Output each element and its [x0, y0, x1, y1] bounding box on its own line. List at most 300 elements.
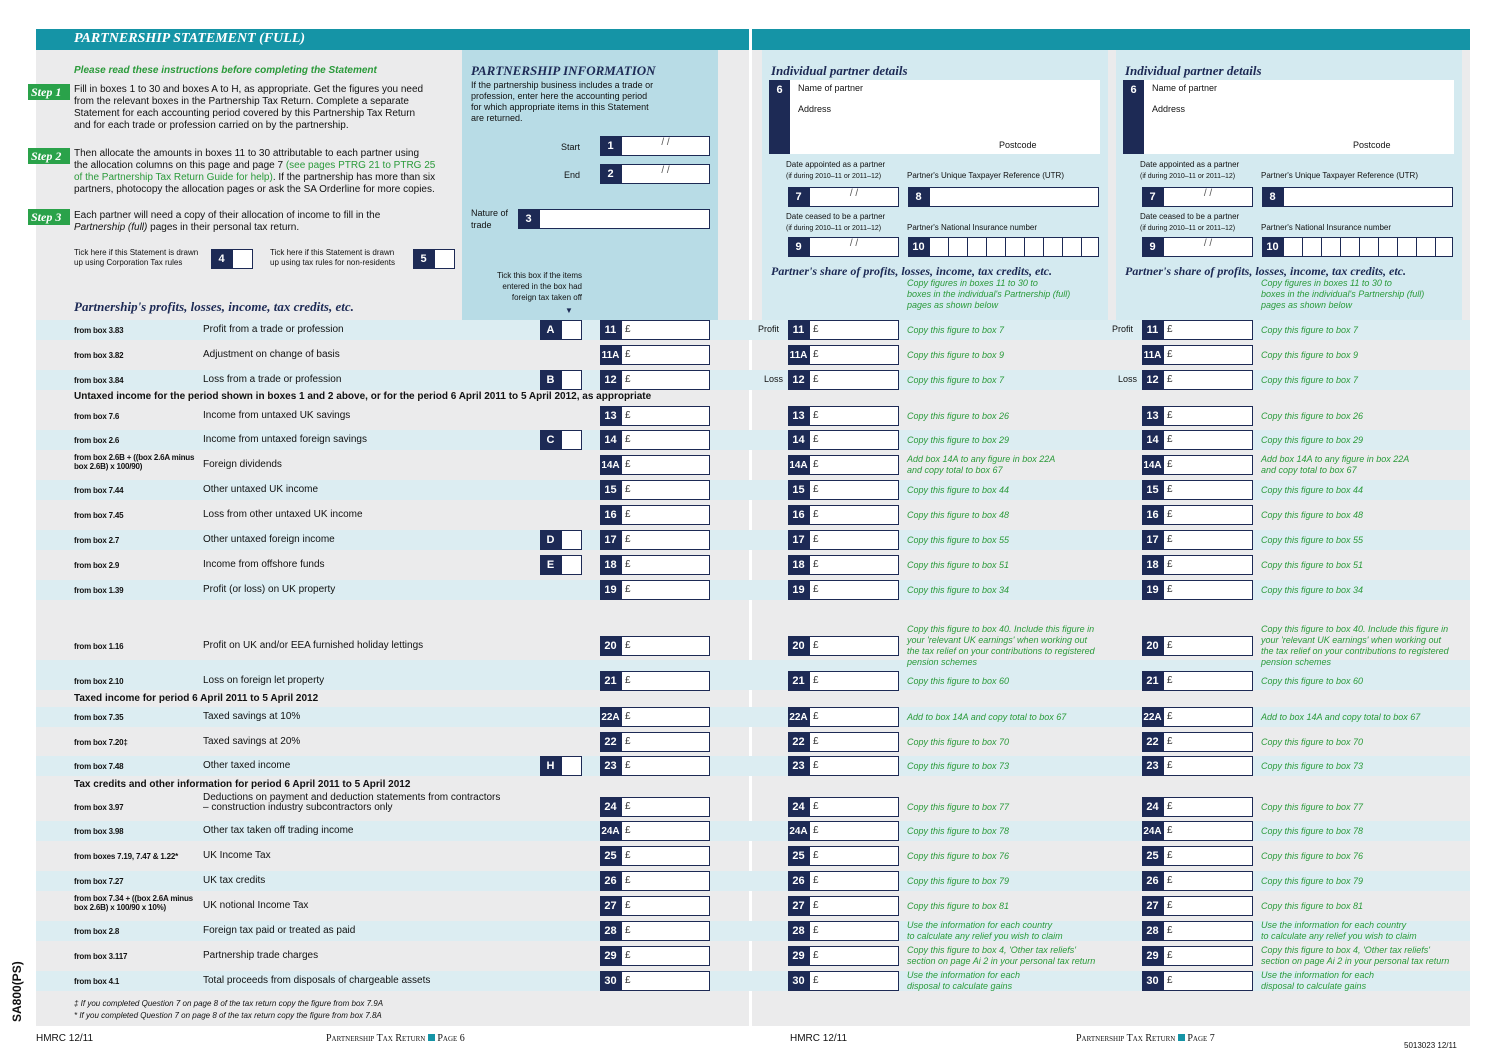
loss-label: Loss [1118, 374, 1138, 384]
partner-2-box-14A-field[interactable]: £ [1163, 455, 1253, 475]
copy-instruction [1261, 535, 1461, 546]
box-14-amount-field[interactable]: £ [621, 430, 710, 450]
copy-instruction [907, 510, 1107, 521]
utr-label: Partner's Unique Taxpayer Reference (UTR) [1261, 171, 1418, 180]
row-description: Other untaxed UK income [203, 484, 319, 495]
partner-1-box-26-number: 26 [788, 871, 809, 891]
partner-2-box-25-number: 25 [1142, 846, 1163, 866]
box-20-amount-field[interactable]: £ [621, 636, 710, 656]
copy-line: Copy this figure to box 9 [907, 349, 1005, 360]
partner-1-box-16-field[interactable]: £ [809, 505, 899, 525]
box-19-amount-field[interactable]: £ [621, 580, 710, 600]
copy-instruction [1261, 826, 1461, 837]
copy-instruction [1261, 876, 1461, 887]
footer-right-code: HMRC 12/11 [790, 1033, 848, 1044]
ceased-label [786, 211, 885, 235]
partner-1-box-25-field[interactable]: £ [809, 846, 899, 866]
tick4-label [74, 248, 198, 268]
note-line: Copy figures in boxes 11 to 30 to [907, 278, 1038, 288]
partner-2-box-16-field[interactable]: £ [1163, 505, 1253, 525]
copy-line: the tax relief on your contributions to registered [1261, 646, 1449, 656]
copy-line: Use the information for each [907, 970, 1021, 980]
nino-label: Partner's National Insurance number [1261, 223, 1392, 232]
from-box-ref: from box 2.6 [74, 436, 120, 445]
step3-line: Each partner will need a copy of their allocation of income to fill in the [74, 210, 381, 221]
partner-1-box-16-number: 16 [788, 505, 809, 525]
box-letter: A [540, 320, 561, 340]
partner-2-box-23-field[interactable]: £ [1163, 756, 1253, 776]
foreign-tax-box-E[interactable] [540, 555, 582, 575]
copy-instruction [1261, 411, 1461, 422]
copy-instruction [907, 761, 1107, 772]
row-description: Adjustment on change of basis [203, 349, 340, 360]
step3-text-part: pages in their personal tax return. [147, 222, 300, 233]
partner-2-box-11A-number: 11A [1142, 345, 1163, 365]
copy-line: Copy this figure to box 44 [1261, 484, 1364, 495]
copy-line: Copy this figure to box 81 [1261, 900, 1364, 911]
partner-2-box-16-number: 16 [1142, 505, 1163, 525]
postcode-label: Postcode [1353, 140, 1391, 150]
from-box-ref: from box 3.97 [74, 803, 124, 812]
partner-1-box-11A-number: 11A [788, 345, 809, 365]
box-25-number: 25 [600, 846, 621, 866]
box-16-amount-field[interactable]: £ [621, 505, 710, 525]
partner-1-box-18-number: 18 [788, 555, 809, 575]
partner-2-box-30-number: 30 [1142, 971, 1163, 991]
partner-1-box-21-number: 21 [788, 671, 809, 691]
box-28-amount-field[interactable]: £ [621, 921, 710, 941]
box-3-number: 3 [518, 209, 539, 229]
tick-box-5[interactable] [413, 249, 455, 269]
partner-1-box-24A-field[interactable]: £ [809, 821, 899, 841]
partner-1-box-14-field[interactable]: £ [809, 430, 899, 450]
partner-1-box-11A-field[interactable]: £ [809, 345, 899, 365]
box-30-number: 30 [600, 971, 621, 991]
label-line: (if during 2010–11 or 2011–12) [1140, 173, 1236, 180]
partner-2-box-11A-field[interactable]: £ [1163, 345, 1253, 365]
copy-line: Copy this figure to box 7 [907, 374, 1005, 385]
footer-page-title: Partnership Tax Return [1076, 1033, 1176, 1044]
copy-instruction [907, 560, 1107, 571]
partner-1-box-27-field[interactable]: £ [809, 896, 899, 916]
from-box-ref: from box 7.44 [74, 486, 124, 495]
copy-line: Copy this figure to box 51 [907, 559, 1010, 570]
copy-line: Copy this figure to box 60 [1261, 675, 1364, 686]
foreign-tax-tick-label [472, 270, 582, 303]
square-icon [428, 1034, 435, 1041]
foreign-tax-box-D[interactable] [540, 530, 582, 550]
label-line: (if during 2010–11 or 2011–12) [1140, 225, 1236, 232]
foreign-tax-box-B[interactable] [540, 370, 582, 390]
copy-instruction [907, 624, 1107, 668]
partner-1-box-22A-number: 22A [788, 707, 809, 727]
partner-1-box-8-number: 8 [908, 187, 929, 207]
copy-instruction [907, 802, 1107, 813]
partner-2-box-19-number: 19 [1142, 580, 1163, 600]
copy-instruction [907, 737, 1107, 748]
copy-line: pension schemes [1261, 657, 1332, 667]
checkbox[interactable] [561, 430, 582, 450]
nino-field[interactable] [929, 237, 1099, 257]
row-description: Other untaxed foreign income [203, 534, 335, 545]
box-22A-amount-field[interactable]: £ [621, 707, 710, 727]
copy-line: Add to box 14A and copy total to box 67 [1261, 711, 1421, 722]
checkbox[interactable] [561, 555, 582, 575]
box-24A-number: 24A [600, 821, 621, 841]
copy-line: Copy this figure to box 9 [1261, 349, 1359, 360]
copy-line: Copy this figure to box 4, 'Other tax reliefs' [907, 945, 1077, 955]
partner-2-box-13-field[interactable]: £ [1163, 406, 1253, 426]
note-line: boxes in the individual's Partnership (full) [1261, 289, 1425, 299]
copy-instruction [1261, 560, 1461, 571]
row-description [203, 793, 500, 813]
row-description: Taxed savings at 20% [203, 736, 301, 747]
partner-2-box-9-number: 9 [1142, 237, 1163, 257]
partner-2-box-30-field[interactable]: £ [1163, 971, 1253, 991]
copy-line: the tax relief on your contributions to registered [907, 646, 1095, 656]
row-description: Loss from other untaxed UK income [203, 509, 363, 520]
box-letter: E [540, 555, 561, 575]
partner-2-box-26-field[interactable]: £ [1163, 871, 1253, 891]
row-description: UK notional Income Tax [203, 900, 309, 911]
partner-2-box-8-number: 8 [1262, 187, 1283, 207]
copy-instruction [1261, 325, 1461, 336]
copy-instruction [907, 535, 1107, 546]
partner-2-box-13-number: 13 [1142, 406, 1163, 426]
box-18-number: 18 [600, 555, 621, 575]
partner-1-box-21-field[interactable]: £ [809, 671, 899, 691]
box-13-number: 13 [600, 406, 621, 426]
copy-line: Copy this figure to box 34 [1261, 584, 1364, 595]
box-15-amount-field[interactable]: £ [621, 480, 710, 500]
box-14A-amount-field[interactable]: £ [621, 455, 710, 475]
partner-1-box-30-field[interactable]: £ [809, 971, 899, 991]
note-line: Copy figures in boxes 11 to 30 to [1261, 278, 1392, 288]
step1-line: from the relevant boxes in the Partnership Tax Return. Complete a separate [74, 96, 409, 107]
from-box-ref: from box 2.10 [74, 677, 124, 686]
from-box-ref: from box 1.39 [74, 586, 124, 595]
partner-1-box-12-field[interactable]: £ [809, 370, 899, 390]
copy-line: Copy this figure to box 77 [1261, 801, 1364, 812]
partner-1-box-19-field[interactable]: £ [809, 580, 899, 600]
partner-1-box-22A-field[interactable]: £ [809, 707, 899, 727]
start-label: Start [561, 142, 581, 152]
box-letter: C [540, 430, 561, 450]
copy-line: Copy this figure to box 40. Include this figure in [907, 624, 1095, 634]
partner-2-box-17-number: 17 [1142, 530, 1163, 550]
checkbox[interactable] [561, 756, 582, 776]
from-box-ref: from box 3.83 [74, 326, 124, 335]
box-24-amount-field[interactable]: £ [621, 797, 710, 817]
step3-italic: Partnership (full) [74, 222, 148, 233]
partnership-info-text [471, 80, 653, 124]
partner-1-box-24-field[interactable]: £ [809, 797, 899, 817]
checkbox[interactable] [561, 530, 582, 550]
partner-2-box-7-number: 7 [1142, 187, 1163, 207]
row-description: Other tax taken off trading income [203, 825, 354, 836]
tick-line: Tick this box if the items [496, 271, 582, 280]
box-16-number: 16 [600, 505, 621, 525]
desc-line: – construction industry subcontractors only [203, 802, 393, 813]
from-box-ref: from box 3.98 [74, 827, 124, 836]
copy-instruction [1261, 510, 1461, 521]
copy-line: Add box 14A to any figure in box 22A [1261, 454, 1410, 464]
profit-label: Profit [758, 324, 780, 334]
copy-instruction [907, 712, 1107, 723]
box-17-amount-field[interactable]: £ [621, 530, 710, 550]
partner-2-box-18-field[interactable]: £ [1163, 555, 1253, 575]
section-untaxed: Untaxed income for the period shown in boxes 1 and 2 above, or for the period 6 April 2011 to 5 April 2012, as appropriate [74, 391, 652, 402]
from-box-ref: from box 7.45 [74, 511, 124, 520]
tick5-line: up using tax rules for non-residents [270, 258, 395, 267]
box-27-amount-field[interactable]: £ [621, 896, 710, 916]
copy-line: Copy this figure to box 78 [907, 825, 1010, 836]
box-17-number: 17 [600, 530, 621, 550]
utr-label: Partner's Unique Taxpayer Reference (UTR) [907, 171, 1064, 180]
box-24-number: 24 [600, 797, 621, 817]
box-13-amount-field[interactable]: £ [621, 406, 710, 426]
partner-1-box-26-field[interactable]: £ [809, 871, 899, 891]
instructions-heading: Please read these instructions before completing the Statement [74, 65, 377, 76]
partner-1-box-15-field[interactable]: £ [809, 480, 899, 500]
partner-2-box-11-field[interactable]: £ [1163, 320, 1253, 340]
from-box-ref: from boxes 7.19, 7.47 & 1.22* [74, 852, 179, 861]
partner-2-box-27-field[interactable]: £ [1163, 896, 1253, 916]
row-description: Other taxed income [203, 760, 291, 771]
partner-1-box-29-number: 29 [788, 946, 809, 966]
box-29-number: 29 [600, 946, 621, 966]
partner-2-box-28-field[interactable]: £ [1163, 921, 1253, 941]
from-box-ref: from box 2.8 [74, 927, 120, 936]
copy-line: Use the information for each country [1261, 920, 1407, 930]
note-line: pages as shown below [907, 300, 999, 310]
footnote: * If you completed Question 7 on page 8 of the tax return copy the figure from box 7.8A [74, 1011, 382, 1020]
from-box-ref: from box 3.117 [74, 952, 128, 961]
partner-1-box-13-field[interactable]: £ [809, 406, 899, 426]
partner-2-box-19-field[interactable]: £ [1163, 580, 1253, 600]
partner-2-box-29-field[interactable]: £ [1163, 946, 1253, 966]
box-14-number: 14 [600, 430, 621, 450]
copy-instruction [907, 454, 1107, 476]
step1-line: and for each trade or profession carried on by the partnership. [74, 120, 349, 131]
copy-instruction [1261, 920, 1461, 942]
partner-1-box-17-field[interactable]: £ [809, 530, 899, 550]
copy-instruction [1261, 350, 1461, 361]
partner-2-box-18-number: 18 [1142, 555, 1163, 575]
guide-link[interactable]: (see pages PTRG 21 to PTRG 25 [285, 160, 436, 171]
partner-1-box-14A-field[interactable]: £ [809, 455, 899, 475]
from-line: box 2.6B) x 100/90 x 10%) [74, 903, 166, 912]
partner-1-box-14-number: 14 [788, 430, 809, 450]
box-18-amount-field[interactable]: £ [621, 555, 710, 575]
partner-2-box-22-field[interactable]: £ [1163, 732, 1253, 752]
partner-1-box-11-field[interactable]: £ [809, 320, 899, 340]
nature-of-trade-field[interactable] [539, 209, 710, 229]
box-27-number: 27 [600, 896, 621, 916]
copy-line: Add to box 14A and copy total to box 67 [907, 711, 1067, 722]
copy-line: your 'relevant UK earnings' when working out [907, 635, 1088, 645]
box-25-amount-field[interactable]: £ [621, 846, 710, 866]
copy-instruction [1261, 435, 1461, 446]
ceased-date-field[interactable]: / / [809, 237, 899, 257]
partner-1-box-24-number: 24 [788, 797, 809, 817]
partner-2-box-15-number: 15 [1142, 480, 1163, 500]
row-description: UK tax credits [203, 875, 266, 886]
partner-2-box-21-field[interactable]: £ [1163, 671, 1253, 691]
partner-2-box-22A-field[interactable]: £ [1163, 707, 1253, 727]
footer-left-page [326, 1033, 465, 1044]
row-description: Foreign tax paid or treated as paid [203, 925, 356, 936]
copy-instruction [1261, 901, 1461, 912]
box-23-amount-field[interactable]: £ [621, 756, 710, 776]
utr-field[interactable] [1283, 187, 1453, 207]
ceased-date-field[interactable]: / / [1163, 237, 1253, 257]
copy-line: Copy this figure to box 34 [907, 584, 1010, 595]
nino-field[interactable] [1283, 237, 1453, 257]
partner-2-box-20-field[interactable]: £ [1163, 636, 1253, 656]
box-30-amount-field[interactable]: £ [621, 971, 710, 991]
step2-line: Then allocate the amounts in boxes 11 to 30 attributable to each partner using [74, 148, 420, 159]
partner-1-box-28-field[interactable]: £ [809, 921, 899, 941]
copy-instruction [907, 970, 1107, 992]
partner-2-box-20-number: 20 [1142, 636, 1163, 656]
partner-2-title: Individual partner details [1125, 63, 1262, 78]
partner-1-box-12-number: 12 [788, 370, 809, 390]
profit-label: Profit [1112, 324, 1134, 334]
copy-instruction [907, 920, 1107, 942]
partner-2-box-6: 6 [1123, 80, 1144, 154]
copy-line: Copy this figure to box 51 [1261, 559, 1364, 570]
box-26-amount-field[interactable]: £ [621, 871, 710, 891]
box-11A-amount-field[interactable]: £ [621, 345, 710, 365]
step2-line: partners, photocopy the allocation pages or ask the SA Orderline for more copies. [74, 184, 435, 195]
partner-1-box-23-field[interactable]: £ [809, 756, 899, 776]
box-22-amount-field[interactable]: £ [621, 732, 710, 752]
copy-instruction [1261, 802, 1461, 813]
partner-2-box-12-field[interactable]: £ [1163, 370, 1253, 390]
partner-name-label: Name of partner [798, 83, 864, 93]
box-20-number: 20 [600, 636, 621, 656]
partner-2-box-28-number: 28 [1142, 921, 1163, 941]
partner-2-box-22A-number: 22A [1142, 707, 1163, 727]
nature-line: Nature of [471, 208, 509, 218]
checkbox[interactable] [434, 249, 455, 269]
copy-instruction [1261, 375, 1461, 386]
copy-instruction [907, 851, 1107, 862]
partner-2-box-25-field[interactable]: £ [1163, 846, 1253, 866]
box-letter: H [540, 756, 561, 776]
arrow-down-icon: ▼ [565, 306, 573, 315]
box-1-number: 1 [600, 136, 621, 156]
form-reference: 5013023 12/11 [1404, 1041, 1457, 1050]
tick-box-4[interactable] [211, 249, 253, 269]
from-line: box 2.6B) x 100/90) [74, 462, 143, 471]
footer-page-title: Partnership Tax Return [326, 1033, 426, 1044]
partner-1-box-18-field[interactable]: £ [809, 555, 899, 575]
row-description: Total proceeds from disposals of chargeable assets [203, 975, 431, 986]
box-19-number: 19 [600, 580, 621, 600]
from-box-ref: from box 7.20‡ [74, 738, 128, 747]
box-23-number: 23 [600, 756, 621, 776]
copy-instruction [1261, 945, 1461, 967]
box-29-amount-field[interactable]: £ [621, 946, 710, 966]
copy-line: Copy this figure to box 4, 'Other tax reliefs' [1261, 945, 1431, 955]
checkbox[interactable] [561, 320, 582, 340]
form-code-side: SA800(PS) [10, 961, 24, 1022]
row-description: Loss on foreign let property [203, 675, 325, 686]
partnership-info-title: PARTNERSHIP INFORMATION [471, 63, 656, 78]
step1-badge: Step 1 [28, 84, 70, 100]
copy-line: and copy total to box 67 [907, 465, 1003, 475]
label-line: Date ceased to be a partner [786, 212, 886, 221]
partner-2-box-14-number: 14 [1142, 430, 1163, 450]
foreign-tax-box-H[interactable] [540, 756, 582, 776]
guide-link[interactable]: of the Partnership Tax Return Guide for help) [74, 172, 273, 183]
address-label: Address [1152, 104, 1186, 114]
partner-2-box-24A-number: 24A [1142, 821, 1163, 841]
row-description: Partnership trade charges [203, 950, 319, 961]
partner-1-box-29-field[interactable]: £ [809, 946, 899, 966]
end-date-field[interactable]: / / [621, 164, 710, 184]
copy-note [907, 278, 1070, 311]
partner-2-box-17-field[interactable]: £ [1163, 530, 1253, 550]
copy-line: Add box 14A to any figure in box 22A [907, 454, 1056, 464]
desc-line: Deductions on payment and deduction statements from contractors [203, 792, 501, 803]
partner-2-box-15-field[interactable]: £ [1163, 480, 1253, 500]
checkbox[interactable] [232, 249, 253, 269]
copy-instruction [907, 435, 1107, 446]
from-box-ref: from box 3.84 [74, 376, 124, 385]
copy-instruction [907, 876, 1107, 887]
partner-1-box-22-field[interactable]: £ [809, 732, 899, 752]
copy-line: Copy this figure to box 48 [907, 509, 1010, 520]
partner-2-box-24-field[interactable]: £ [1163, 797, 1253, 817]
address-label: Address [798, 104, 832, 114]
appointed-date-field[interactable]: / / [1163, 187, 1253, 207]
box-number: 4 [211, 249, 232, 269]
label-line: Date appointed as a partner [786, 160, 886, 169]
box-21-amount-field[interactable]: £ [621, 671, 710, 691]
step2-text [74, 148, 464, 196]
copy-instruction [907, 585, 1107, 596]
copy-line: Copy this figure to box 60 [907, 675, 1010, 686]
from-line: from box 7.34 + ((box 2.6A minus [74, 894, 193, 903]
box-11-amount-field[interactable]: £ [621, 320, 710, 340]
copy-instruction [907, 350, 1107, 361]
checkbox[interactable] [561, 370, 582, 390]
foreign-tax-box-A[interactable] [540, 320, 582, 340]
partner-1-box-20-field[interactable]: £ [809, 636, 899, 656]
box-24A-amount-field[interactable]: £ [621, 821, 710, 841]
partner-2-box-14-field[interactable]: £ [1163, 430, 1253, 450]
partner-1-box-17-number: 17 [788, 530, 809, 550]
partner-1-box-9-number: 9 [788, 237, 809, 257]
copy-line: Copy this figure to box 70 [907, 736, 1010, 747]
copy-instruction [1261, 761, 1461, 772]
row-description: Profit (or loss) on UK property [203, 584, 336, 595]
copy-line: Copy this figure to box 76 [907, 850, 1010, 861]
appointed-date-field[interactable]: / / [809, 187, 899, 207]
box-12-amount-field[interactable]: £ [621, 370, 710, 390]
copy-line: Copy this figure to box 73 [1261, 760, 1364, 771]
start-date-field[interactable]: / / [621, 136, 710, 156]
partner-2-box-24A-field[interactable]: £ [1163, 821, 1253, 841]
utr-field[interactable] [929, 187, 1099, 207]
foreign-tax-box-C[interactable] [540, 430, 582, 450]
copy-line: and copy total to box 67 [1261, 465, 1357, 475]
note-line: pages as shown below [1261, 300, 1353, 310]
partner-1-box-7-number: 7 [788, 187, 809, 207]
